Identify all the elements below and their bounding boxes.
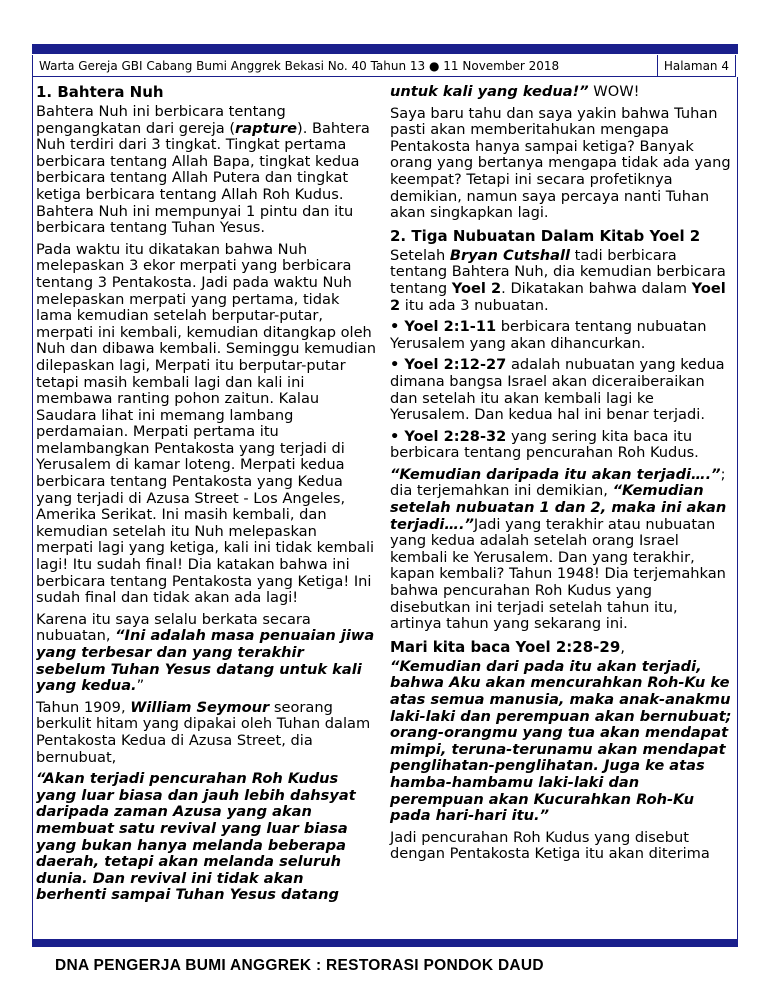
footer-bar <box>32 939 738 947</box>
paragraph: Setelah Bryan Cutshall tadi berbicara tentang Bahtera Nuh, dia kemudian berbicara tentang Yoel 2. Dikatakan bahwa dalam Yoel 2 itu ada 3 nubuatan. <box>390 246 726 314</box>
section-heading-mari-kita-baca: Mari kita baca Yoel 2:28-29, <box>390 637 626 656</box>
section-heading-bahtera-nuh: 1. Bahtera Nuh <box>36 83 164 101</box>
paragraph: Bahtera Nuh ini berbicara tentang pengangkatan dari gereja (rapture). Bahtera Nuh terdiri dari 3 tingkat. Tingkat pertama berbicara tentang Allah Bapa, tingkat kedua berbicara tentang Allah Putera dan tingkat ketiga berbicara tentang Allah Roh Kudus. Bahtera Nuh ini mempunyai 1 pintu dan itu berbicara tentang Tuhan Yesus. <box>36 103 370 237</box>
paragraph: Karena itu saya selalu berkata secara nubuatan, “Ini adalah masa penuaian jiwa yang terbesar dan yang terakhir sebelum Tuhan Yesus datang untuk kali yang kedua.” <box>36 610 375 695</box>
paragraph: Tahun 1909, William Seymour seorang berkulit hitam yang dipakai oleh Tuhan dalam Pentakosta Kedua di Azusa Street, dia bernubuat, <box>36 698 371 766</box>
quote-paragraph: “Akan terjadi pencurahan Roh Kudus yang luar biasa dan jauh lebih dahsyat daripada zaman Azusa yang akan membuat satu revival yang luar biasa yang bukan hanya melanda beberapa daerah, tetapi akan melanda seluruh dunia. Dan revival ini tidak akan berhenti sampai Tuhan Yesus datang <box>36 770 356 904</box>
bullet-item: • Yoel 2:12-27 adalah nubuatan yang kedua dimana bangsa Israel akan diceraiberaikan dan setelah itu akan kembali lagi ke Yerusalem. Dan kedua hal ini benar terjadi. <box>390 356 725 424</box>
paragraph: Jadi pencurahan Roh Kudus yang disebut dengan Pentakosta Ketiga itu akan diterima <box>390 828 710 863</box>
paragraph: Saya baru tahu dan saya yakin bahwa Tuhan pasti akan memberitahukan mengapa Pentakosta hanya sampai ketiga? Banyak orang yang bertanya mengapa tidak ada yang keempat? Tetapi ini secara profetiknya demikian, namun saya percaya nanti Tuhan akan singkapkan lagi. <box>390 104 731 222</box>
paragraph: untuk kali yang kedua!” WOW! <box>390 83 640 100</box>
header-page-number: Halaman 4 <box>657 55 735 77</box>
paragraph: “Kemudian daripada itu akan terjadi….”; dia terjemahkan ini demikian, “Kemudian setelah nubuatan 1 dan 2, maka ini akan terjadi….”Jadi yang terakhir atau nubuatan yang kedua adalah setelah orang Israel kembali ke Yerusalem. Dan yang terakhir, kapan kembali? Tahun 1948! Dia terjemahkan bahwa pencurahan Roh Kudus yang disebutkan ini terjadi setelah tahun itu, artinya tahun yang sekarang ini. <box>390 465 727 633</box>
footer-text: DNA PENGERJA BUMI ANGGREK : RESTORASI PONDOK DAUD <box>55 957 544 974</box>
quote-paragraph: “Kemudian dari pada itu akan terjadi, bahwa Aku akan mencurahkan Roh-Ku ke atas semua manusia, maka anak-anakmu laki-laki dan perempuan akan bernubuat; orang-orangmu yang tua akan mendapat mimpi, teruna-terunamu akan mendapat penglihatan-penglihatan. Juga ke atas hamba-hambamu laki-laki dan perempuan akan Kucurahkan Roh-Ku pada hari-hari itu.” <box>390 657 732 825</box>
header-top-bar <box>32 44 738 54</box>
right-column <box>390 84 732 868</box>
bullet-item: • Yoel 2:1-11 berbicara tentang nubuatan Yerusalem yang akan dihancurkan. <box>390 318 707 352</box>
left-column <box>36 83 378 909</box>
header-publication-info: Warta Gereja GBI Cabang Bumi Anggrek Bekasi No. 40 Tahun 13 ● 11 November 2018 <box>39 59 560 73</box>
page-header <box>32 55 736 77</box>
paragraph: Pada waktu itu dikatakan bahwa Nuh melepaskan 3 ekor merpati yang berbicara tentang 3 Pentakosta. Jadi pada waktu Nuh melepaskan merpati yang pertama, tidak lama kemudian setelah berputar-putar, merpati ini kembali, kemudian ditangkap oleh Nuh dan dibawa kembali. Seminggu kemudian dilepaskan lagi, Merpati itu berputar-putar tetapi masih kembali lagi dan kali ini membawa ranting pohon zaitun. Kalau Saudara lihat ini memang lambang perdamaian. Merpati pertama itu melambangkan Pentakosta yang terjadi di Yerusalem di kamar loteng. Merpati kedua berbicara tentang Pentakosta yang Kedua yang terjadi di Azusa Street - Los Angeles, Amerika Serikat. Ini masih kembali, dan kemudian setelah itu Nuh melepaskan merpati lagi yang ketiga, kali ini tidak kembali lagi! Itu sudah final! Dia katakan bahwa ini berbicara tentang Pentakosta yang Ketiga! Ini sudah final dan tidak akan ada lagi! <box>36 240 376 607</box>
bullet-item: • Yoel 2:28-32 yang sering kita baca itu berbicara tentang pencurahan Roh Kudus. <box>390 427 699 462</box>
section-heading-tiga-nubuatan: 2. Tiga Nubuatan Dalam Kitab Yoel 2 <box>390 226 701 245</box>
